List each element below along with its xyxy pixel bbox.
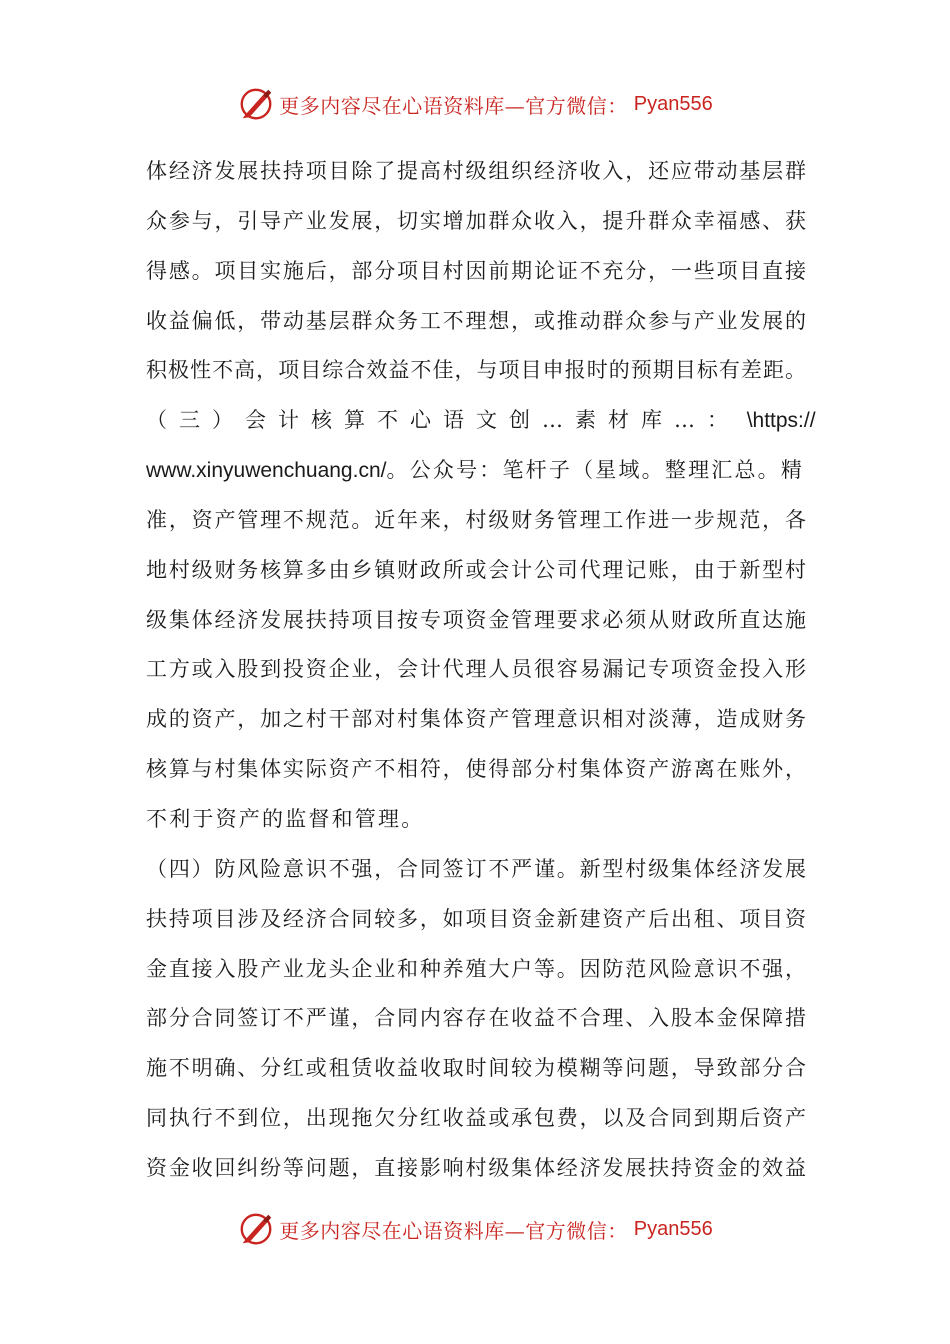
text-line: 施不明确、分红或租赁收益收取时间较为模糊等问题，导致部分合 — [146, 1056, 806, 1081]
text-line: 得感。项目实施后，部分项目村因前期论证不充分，一些项目直接 — [146, 258, 806, 283]
text-segment: 。公众号：笔杆子（星域。整理汇总。精 — [386, 458, 805, 483]
text-line: 不利于资产的监督和管理。 — [146, 806, 425, 831]
header-banner — [0, 82, 950, 126]
text-line: 资金收回纠纷等问题，直接影响村级集体经济发展扶持资金的效益 — [146, 1155, 806, 1180]
footer-banner — [0, 1207, 950, 1251]
text-line: 扶持项目涉及经济合同较多，如项目资金新建资产后出租、项目资 — [146, 906, 806, 931]
text-line: 工方或入股到投资企业，会计代理人员很容易漏记专项资金投入形 — [146, 657, 806, 682]
header-wechat-id: Pyan556 — [633, 92, 713, 115]
header-banner-text: 更多内容尽在心语资料库—官方微信： — [279, 93, 628, 118]
document-body — [146, 147, 816, 1194]
text-line: 级集体经济发展扶持项目按专项资金管理要求必须从财政所直达施 — [146, 607, 806, 632]
text-line: 成的资产，加之村干部对村集体资产管理意识相对淡薄，造成财务 — [146, 707, 806, 732]
footer-banner-text: 更多内容尽在心语资料库—官方微信： — [279, 1218, 628, 1243]
text-line: 地村级财务核算多由乡镇财政所或会计公司代理记账，由于新型村 — [146, 557, 806, 582]
text-line: 收益偏低，带动基层群众务工不理想，或推动群众参与产业发展的 — [146, 308, 806, 333]
pen-logo-icon — [237, 85, 275, 123]
section-three-heading: （三）会计核算不心语文创…素材库…： — [146, 408, 740, 433]
text-line: 准，资产管理不规范。近年来，村级财务管理工作进一步规范，各 — [146, 507, 806, 532]
text-line: 部分合同签订不严谨，合同内容存在收益不合理、入股本金保障措 — [146, 1006, 806, 1031]
pen-logo-icon — [237, 1210, 275, 1248]
text-line-section-three — [146, 396, 816, 446]
url-prefix: \https:// — [746, 409, 816, 433]
text-line: 同执行不到位，出现拖欠分红收益或承包费，以及合同到期后资产 — [146, 1106, 806, 1131]
section-four-heading: （四）防风险意识不强，合同签订不严谨。新型村级集体经济发展 — [146, 856, 806, 881]
text-line: 众参与，引导产业发展，切实增加群众收入，提升群众幸福感、获 — [146, 208, 806, 233]
website-url: www.xinyuwenchuang.cn/ — [146, 459, 387, 483]
text-line: 积极性不高，项目综合效益不佳，与项目申报时的预期目标有差距。 — [146, 358, 806, 383]
text-line-url — [146, 446, 806, 496]
text-line: 体经济发展扶持项目除了提高村级组织经济收入，还应带动基层群 — [146, 159, 806, 183]
footer-wechat-id: Pyan556 — [633, 1217, 713, 1240]
text-line: 金直接入股产业龙头企业和种养殖大户等。因防范风险意识不强， — [146, 956, 806, 981]
text-line: 核算与村集体实际资产不相符，使得部分村集体资产游离在账外， — [146, 757, 806, 782]
